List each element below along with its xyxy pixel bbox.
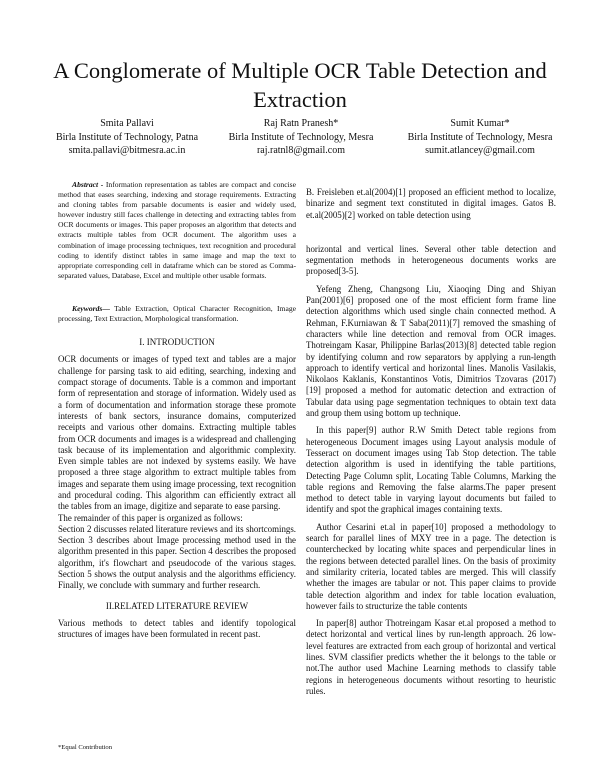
body-paragraph: Section 2 discusses related literature reviews and its shortcomings. Section 3 describes about Image processing method used in the algorithm presented in this paper. Section 4 describes the proposed algorithm, it's flowchart and pseudocode of the various stages. Section 5 shows the output analysis and the algorithms efficiency. Finally, we conclude with summary and further research. — [58, 523, 296, 591]
author-block-1 — [38, 117, 216, 158]
keywords — [58, 304, 296, 324]
author-block-3 — [386, 117, 574, 158]
author-affiliation: Birla Institute of Technology, Mesra — [228, 131, 374, 143]
footnote: *Equal Contribution — [58, 744, 113, 751]
body-paragraph: In paper[8] author Thotreingam Kasar et.al proposed a method to detect horizontal and vertical lines by run-length approach. 26 low-level features are extracted from each group of horizontal and vertical lines. SVM classifier predicts whether the it belongs to the table or not.The author used Machine Learning methods to classify table regions in heterogeneous documents without resorting to heuristic rules. — [306, 618, 556, 696]
author-affiliation: Birla Institute of Technology, Mesra — [407, 131, 553, 143]
body-paragraph: Various methods to detect tables and identify topological structures of images have been formulated in recent past. — [58, 617, 296, 640]
author-email: smita.pallavi@bitmesra.ac.in — [68, 145, 186, 156]
author-name: Sumit Kumar* — [450, 118, 510, 129]
body-paragraph: OCR documents or images of typed text and tables are a major challenge for parsing task to aid editing, searching, indexing and compact storage of documents. Table is a common and important form of representation and storage of information. Widely used as a form of documentation and information storage these promote interests of bank sectors, insurance domains, computerized receipts and various other domains. Extracting multiple tables from OCR documents and images is a widespread and challenging task because of its implementation and algorithmic complexity. Even simple tables are not indexed by systems easily. We have proposed a three stage algorithm to extract multiple tables from images and separate them using image processing, text recognition and procedural coding. This algorithm can efficiently extract all the tables from an image, digitize and separate to ease parsing. — [58, 354, 296, 512]
section-heading-literature-review: II.RELATED LITERATURE REVIEW — [105, 600, 249, 611]
abstract — [58, 180, 296, 281]
body-paragraph: In this paper[9] author R.W Smith Detect table regions from heterogeneous Document images using Layout analysis module of Tesseract on document images using Tab Stop detection. The table detection algorithm is used in identifying the table partitions, Detecting Page Column split, Locating Table Columns, Marking the table regions and Removing the false alarms.The paper present method to detect table in varying layout documents but failed to identify and spot the graphical images containing texts. — [306, 425, 556, 515]
abstract-label: Abstract - — [72, 180, 104, 189]
body-paragraph: horizontal and vertical lines. Several other table detection and segmentation methods in heterogeneous documents works are proposed[3-5]. — [306, 243, 556, 277]
author-name: Raj Ratn Pranesh* — [263, 118, 339, 129]
author-email: raj.ratnl8@gmail.com — [256, 145, 346, 156]
keywords-text: Table Extraction, Optical Character Recognition, Image processing, Text Extraction, Morphological transformation. — [58, 303, 296, 324]
paper-title: A Conglomerate of Multiple OCR Table Detection and Extraction — [53, 58, 547, 112]
left-column — [58, 180, 296, 641]
body-paragraph: The remainder of this paper is organized as follows: — [58, 512, 243, 523]
body-paragraph: Author Cesarini et.al in paper[10] proposed a methodology to search for parallel lines of MXY tree in a page. The detection is counterchecked by locating white spaces and perpendicular lines in the regions between detected parallel lines. On the basis of proximity and similarity criteria, located tables are merged. This will classify whether the images are tabular or not. This paper claims to provide table detection algorithm and index for table location evaluation, however fails to structurize the table contents — [306, 521, 556, 611]
author-name: Smita Pallavi — [100, 118, 154, 129]
body-paragraph: Yefeng Zheng, Changsong Liu, Xiaoqing Ding and Shiyan Pan(2001)[6] proposed one of the most efficient form frame line detection algorithms which used single chain connected method. A Rehman, F.Kurniawan & T Saba(2011)[7] removed the smashing of characters while line detection and removal from OCR images. Thotreingam Kasar, Philippine Barlas(2013)[8] detected table region by identifying column and row separators by applying a run-length approach to identify vertical and horizontal lines. Manolis Vasilakis, Nikolaos Kaklanis, Konstantinos Votis, Dimitrios Tzovaras (2017)[19] proposed a method for automatic detection and extraction of Tabular data using page segmentation techniques to obtain text data and group them using bottom up technique. — [306, 283, 556, 419]
section-heading-introduction: I. INTRODUCTION — [139, 337, 215, 348]
body-paragraph: B. Freisleben et.al(2004)[1] proposed an efficient method to localize, binarize and segment text constituted in digital images. Gatos B. et.al(2005)[2] worked on table detection using — [306, 187, 556, 220]
abstract-text: Information representation as tables are compact and concise method that eases searching, indexing and storage requirements. Extracting and cloning tables from parsable documents is easier and widely used, however industry still faces challenge in detecting and extracting tables from OCR documents or images. This paper proposes an algorithm that detects and extracts multiple tables from OCR document. The algorithm uses a combination of image processing techniques, text recognition and procedural coding to identify distinct tables in same image and map the text to appropriate corresponding cell in dataframe which can be stored as Comma-separated values, Database, Excel and multiple other usable formats. — [58, 180, 296, 280]
keywords-label: Keywords— — [72, 303, 110, 313]
right-column — [306, 187, 556, 703]
author-affiliation: Birla Institute of Technology, Patna — [55, 131, 199, 143]
author-email: sumit.atlancey@gmail.com — [425, 145, 535, 156]
author-block-2 — [216, 117, 386, 158]
